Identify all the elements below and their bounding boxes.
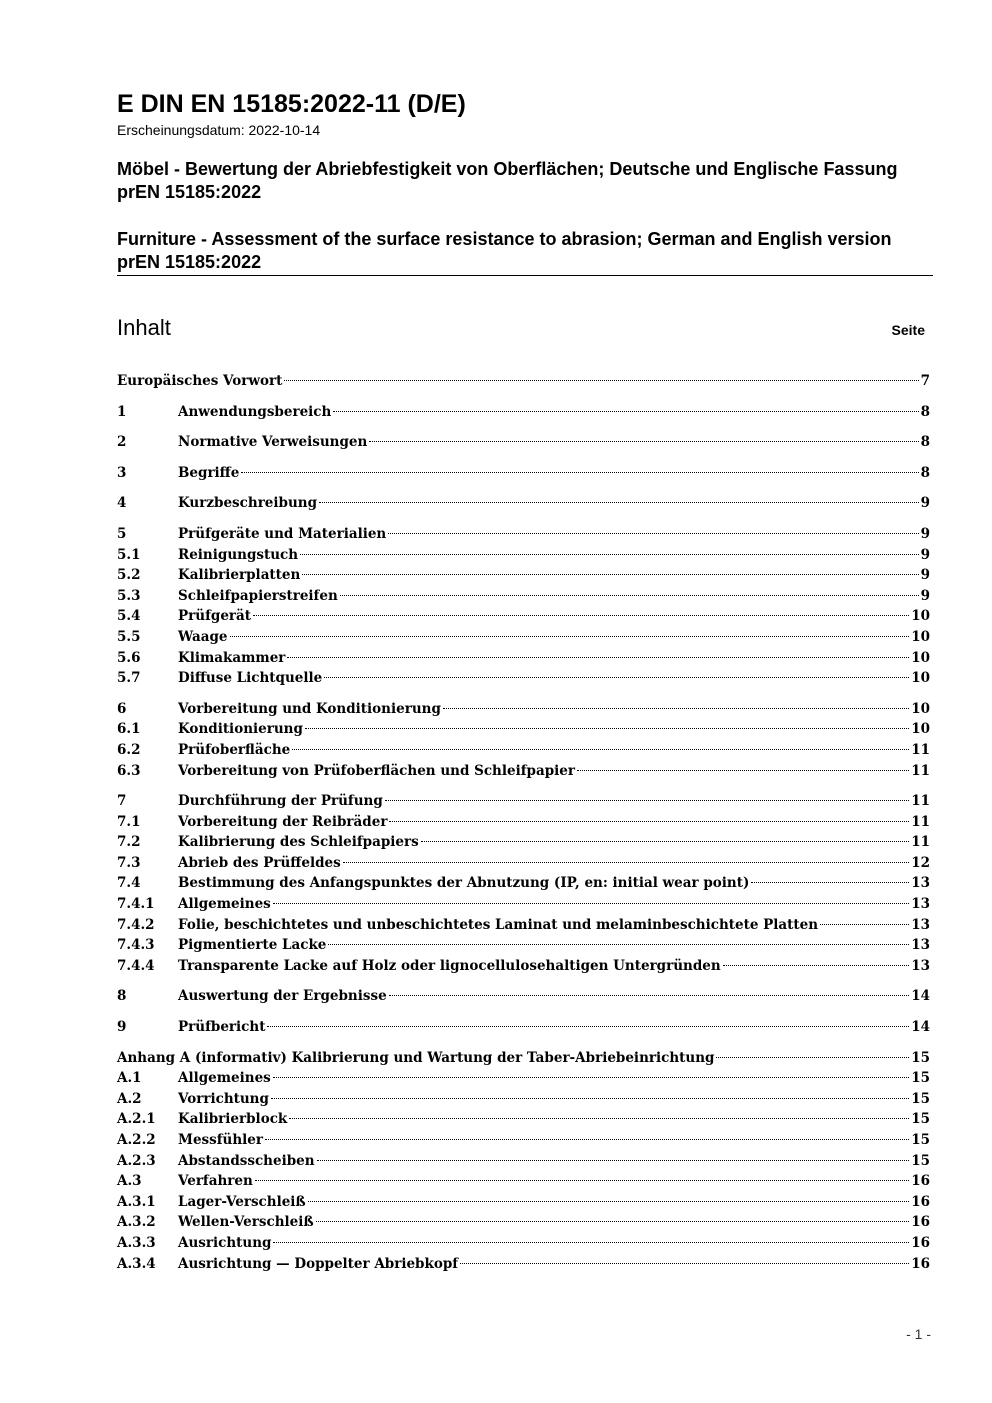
- toc-entry[interactable]: [117, 699, 930, 720]
- toc-entry-title: Waage: [178, 628, 228, 645]
- toc-entry-number: A.1: [117, 1070, 142, 1087]
- toc-entry[interactable]: [117, 648, 930, 669]
- toc-entry-page: 11: [911, 834, 930, 851]
- toc-entry[interactable]: [117, 402, 930, 423]
- toc-entry-page: 10: [911, 700, 930, 717]
- dot-leader: [723, 965, 909, 966]
- issue-date: Erscheinungsdatum: 2022-10-14: [117, 122, 321, 138]
- toc-entry-number: 5.6: [117, 649, 141, 666]
- toc-entry-title: Europäisches Vorwort: [117, 373, 283, 389]
- toc-entry-number: 5.1: [117, 546, 141, 563]
- toc-entry-number: 6.2: [117, 741, 141, 758]
- toc-entry-title: Prüfoberfläche: [178, 741, 291, 758]
- toc-entry[interactable]: [117, 545, 930, 566]
- toc-entry-page: 14: [911, 988, 930, 1005]
- toc-entry-title: Schleifpapierstreifen: [178, 587, 338, 604]
- toc-entry-number: 7.4.1: [117, 896, 155, 913]
- title-german: Möbel - Bewertung der Abriebfestigkeit von Oberflächen; Deutsche und Englische Fassung prEN 15185:2022: [117, 159, 898, 202]
- dot-leader: [255, 1180, 909, 1181]
- dot-leader: [302, 574, 918, 575]
- dot-leader: [284, 380, 918, 381]
- toc-entry[interactable]: [117, 915, 930, 936]
- toc-entry-number: 5.5: [117, 628, 141, 645]
- toc-entry[interactable]: [117, 565, 930, 586]
- toc-entry-number: 5.3: [117, 587, 141, 604]
- dot-leader: [716, 1057, 909, 1058]
- toc-entry-title: Kalibrierblock: [178, 1111, 288, 1128]
- toc-entry-number: 7.4.3: [117, 937, 155, 954]
- toc-entry-number: A.2.3: [117, 1152, 156, 1169]
- dot-leader: [317, 1160, 910, 1161]
- toc-entry-number: 7.3: [117, 854, 141, 871]
- toc-entry-number: 6: [117, 700, 127, 717]
- toc-entry[interactable]: [117, 894, 930, 915]
- dot-leader: [460, 1263, 909, 1264]
- header-divider: [117, 275, 933, 276]
- dot-leader: [265, 1139, 909, 1140]
- dot-leader: [300, 554, 919, 555]
- dot-leader: [289, 1118, 909, 1119]
- dot-leader: [333, 411, 918, 412]
- dot-leader: [421, 841, 909, 842]
- toc-entry[interactable]: [117, 1089, 930, 1110]
- toc-entry-title: Anwendungsbereich: [178, 403, 332, 420]
- toc-entry-number: 3: [117, 464, 127, 481]
- toc-entry-title: Klimakammer: [178, 649, 286, 666]
- toc-entry-number: A.3.2: [117, 1214, 156, 1231]
- toc-entry-number: 6.3: [117, 762, 141, 779]
- dot-leader: [267, 1026, 909, 1027]
- toc-entry[interactable]: [117, 668, 930, 689]
- toc-entry-title: Kalibrierung des Schleifpapiers: [178, 834, 419, 851]
- toc-entry-title: Pigmentierte Lacke: [178, 937, 327, 954]
- toc-entry-title: Abrieb des Prüffeldes: [178, 854, 341, 871]
- toc-entry-page: 9: [920, 495, 930, 512]
- toc-entry-title: Normative Verweisungen: [178, 434, 368, 451]
- toc-entry-page: 14: [911, 1019, 930, 1036]
- toc-entry-page: 9: [920, 567, 930, 584]
- toc-entry-page: 13: [911, 957, 930, 974]
- toc-entry-page: 9: [920, 546, 930, 563]
- dot-leader: [751, 882, 909, 883]
- toc-entry-title: Lager-Verschleiß: [178, 1193, 306, 1210]
- toc-entry-page: 8: [920, 464, 930, 481]
- toc-entry[interactable]: [117, 586, 930, 607]
- toc-entry-number: 8: [117, 988, 127, 1005]
- dot-leader: [389, 821, 909, 822]
- toc-entry-page: 10: [911, 670, 930, 687]
- toc-entry-page: 15: [911, 1132, 930, 1148]
- toc-entry-page: 11: [911, 813, 930, 830]
- toc-entry-title: Konditionierung: [178, 721, 303, 738]
- toc-entry-title: Ausrichtung: [178, 1234, 272, 1251]
- toc-entry-number: 5: [117, 525, 127, 542]
- toc-entry-page: 11: [911, 741, 930, 758]
- toc-entry-title: Vorbereitung und Konditionierung: [178, 700, 441, 717]
- toc-entry-page: 10: [911, 608, 930, 625]
- toc-entry-page: 15: [911, 1152, 930, 1169]
- toc-entry-page: 12: [911, 854, 930, 871]
- toc-entry-title: Wellen-Verschleiß: [178, 1214, 314, 1231]
- table-of-contents: [117, 371, 930, 1274]
- dot-leader: [271, 1098, 909, 1099]
- toc-entry-title: Reinigungstuch: [178, 546, 299, 563]
- dot-leader: [443, 708, 909, 709]
- toc-entry[interactable]: [117, 1171, 930, 1192]
- dot-leader: [328, 944, 909, 945]
- toc-entry-title: Prüfgerät: [178, 608, 252, 625]
- toc-entry-page: 11: [911, 762, 930, 779]
- toc-entry[interactable]: [117, 791, 930, 812]
- toc-entry[interactable]: [117, 627, 930, 648]
- toc-entry-title: Messfühler: [178, 1132, 264, 1148]
- toc-entry[interactable]: [117, 493, 930, 514]
- toc-entry-number: 5.4: [117, 608, 141, 625]
- toc-entry-title: Allgemeines: [178, 896, 271, 913]
- toc-entry[interactable]: [117, 1254, 930, 1275]
- toc-entry-number: 4: [117, 495, 127, 512]
- toc-entry[interactable]: [117, 986, 930, 1007]
- toc-entry-page: 9: [920, 587, 930, 604]
- toc-entry-number: 7.2: [117, 834, 141, 851]
- toc-entry-number: A.3: [117, 1173, 142, 1190]
- toc-entry[interactable]: [117, 812, 930, 833]
- dot-leader: [287, 657, 909, 658]
- toc-entry-title: Begriffe: [178, 464, 240, 481]
- toc-entry[interactable]: [117, 853, 930, 874]
- toc-entry-title: Durchführung der Prüfung: [178, 793, 383, 810]
- dot-leader: [253, 615, 909, 616]
- toc-entry-number: 1: [117, 403, 127, 420]
- toc-entry-title: Abstandsscheiben: [178, 1152, 315, 1169]
- toc-entry-number: A.2.1: [117, 1111, 156, 1128]
- toc-entry-page: 13: [911, 875, 930, 892]
- toc-entry[interactable]: [117, 1151, 930, 1172]
- toc-entry[interactable]: [117, 1048, 930, 1069]
- toc-entry[interactable]: [117, 463, 930, 484]
- toc-entry-page: 16: [911, 1234, 930, 1251]
- toc-entry[interactable]: [117, 1130, 930, 1151]
- toc-entry-page: 7: [920, 373, 930, 389]
- toc-entry-page: 15: [911, 1049, 930, 1066]
- toc-entry-page: 15: [911, 1090, 930, 1107]
- toc-entry-number: A.3.4: [117, 1255, 156, 1272]
- toc-entry-page: 16: [911, 1255, 930, 1272]
- toc-entry[interactable]: [117, 1068, 930, 1089]
- toc-entry-number: A.3.1: [117, 1193, 156, 1210]
- dot-leader: [273, 1077, 909, 1078]
- toc-entry[interactable]: [117, 1233, 930, 1254]
- toc-entry[interactable]: [117, 873, 930, 894]
- toc-entry-title: Bestimmung des Anfangspunktes der Abnutzung (IP, en: initial wear point): [178, 875, 750, 892]
- toc-entry-page: 16: [911, 1214, 930, 1231]
- toc-entry-number: 9: [117, 1019, 127, 1036]
- toc-entry-number: 2: [117, 434, 127, 451]
- dot-leader: [577, 770, 909, 771]
- toc-entry-title: Transparente Lacke auf Holz oder lignocellulosehaltigen Untergründen: [178, 957, 721, 974]
- toc-entry-page: 8: [920, 403, 930, 420]
- dot-leader: [820, 924, 909, 925]
- dot-leader: [241, 472, 918, 473]
- toc-entry[interactable]: [117, 371, 930, 392]
- toc-entry[interactable]: [117, 1017, 930, 1038]
- toc-entry-number: 6.1: [117, 721, 141, 738]
- dot-leader: [230, 636, 910, 637]
- toc-entry-title: Verfahren: [178, 1173, 253, 1190]
- toc-entry-page: 13: [911, 896, 930, 913]
- dot-leader: [273, 1242, 909, 1243]
- dot-leader: [273, 903, 909, 904]
- toc-entry-number: 7: [117, 793, 127, 810]
- toc-entry-title: Vorbereitung der Reibräder: [178, 813, 388, 830]
- dot-leader: [343, 862, 909, 863]
- toc-entry-page: 11: [911, 793, 930, 810]
- dot-leader: [369, 441, 918, 442]
- toc-entry-number: 7.1: [117, 813, 141, 830]
- toc-entry-title: Auswertung der Ergebnisse: [178, 988, 387, 1005]
- toc-entry-title: Vorrichtung: [178, 1090, 269, 1107]
- toc-entry-number: 7.4.4: [117, 957, 155, 974]
- dot-leader: [292, 749, 909, 750]
- toc-entry[interactable]: [117, 956, 930, 977]
- toc-entry-title: Allgemeines: [178, 1070, 271, 1087]
- toc-entry-page: 10: [911, 628, 930, 645]
- dot-leader: [308, 1201, 910, 1202]
- toc-entry-page: 16: [911, 1173, 930, 1190]
- toc-entry-title: Kalibrierplatten: [178, 567, 301, 584]
- dot-leader: [340, 595, 919, 596]
- page-column-label: Seite: [891, 322, 925, 338]
- toc-entry-page: 15: [911, 1070, 930, 1087]
- toc-entry-title: Kurzbeschreibung: [178, 495, 318, 512]
- toc-entry[interactable]: [117, 740, 930, 761]
- toc-entry-number: 5.2: [117, 567, 141, 584]
- toc-entry-number: A.2: [117, 1090, 142, 1107]
- toc-entry[interactable]: [117, 719, 930, 740]
- dot-leader: [305, 728, 909, 729]
- toc-entry[interactable]: [117, 935, 930, 956]
- toc-entry[interactable]: [117, 432, 930, 453]
- toc-entry-number: 7.4: [117, 875, 141, 892]
- toc-entry-title: Prüfgeräte und Materialien: [178, 525, 387, 542]
- dot-leader: [319, 502, 919, 503]
- toc-entry-title: Anhang A (informativ) Kalibrierung und Wartung der Taber-Abriebeinrichtung: [117, 1049, 715, 1066]
- toc-heading: Inhalt: [117, 315, 171, 340]
- toc-entry-title: Prüfbericht: [178, 1019, 266, 1036]
- toc-entry-number: 5.7: [117, 670, 141, 687]
- toc-entry-title: Ausrichtung — Doppelter Abriebkopf: [178, 1255, 459, 1272]
- toc-entry-number: 7.4.2: [117, 916, 155, 933]
- toc-entry-page: 13: [911, 916, 930, 933]
- dot-leader: [388, 533, 918, 534]
- toc-entry-page: 10: [911, 721, 930, 738]
- toc-entry-page: 16: [911, 1193, 930, 1210]
- dot-leader: [389, 995, 910, 996]
- toc-entry-page: 13: [911, 937, 930, 954]
- dot-leader: [324, 677, 909, 678]
- toc-entry[interactable]: [117, 832, 930, 853]
- dot-leader: [385, 800, 909, 801]
- title-english: Furniture - Assessment of the surface resistance to abrasion; German and English version prEN 15185:2022: [117, 229, 892, 272]
- toc-entry-number: A.3.3: [117, 1234, 156, 1251]
- document-id: E DIN EN 15185:2022-11 (D/E): [117, 90, 466, 118]
- toc-entry[interactable]: [117, 524, 930, 545]
- toc-entry-page: 15: [911, 1111, 930, 1128]
- toc-entry[interactable]: [117, 1109, 930, 1130]
- toc-entry[interactable]: [117, 761, 930, 782]
- toc-entry[interactable]: [117, 606, 930, 627]
- toc-entry[interactable]: [117, 1212, 930, 1233]
- toc-entry-number: A.2.2: [117, 1132, 156, 1148]
- page-number: - 1 -: [906, 1326, 931, 1342]
- toc-entry-page: 10: [911, 649, 930, 666]
- toc-entry[interactable]: [117, 1192, 930, 1213]
- toc-entry-title: Vorbereitung von Prüfoberflächen und Schleifpapier: [178, 762, 575, 779]
- toc-entry-title: Folie, beschichtetes und unbeschichtetes Laminat und melaminbeschichtete Platten: [178, 916, 819, 933]
- dot-leader: [316, 1221, 910, 1222]
- toc-entry-page: 8: [920, 434, 930, 451]
- toc-entry-page: 9: [920, 525, 930, 542]
- toc-entry-title: Diffuse Lichtquelle: [178, 670, 323, 687]
